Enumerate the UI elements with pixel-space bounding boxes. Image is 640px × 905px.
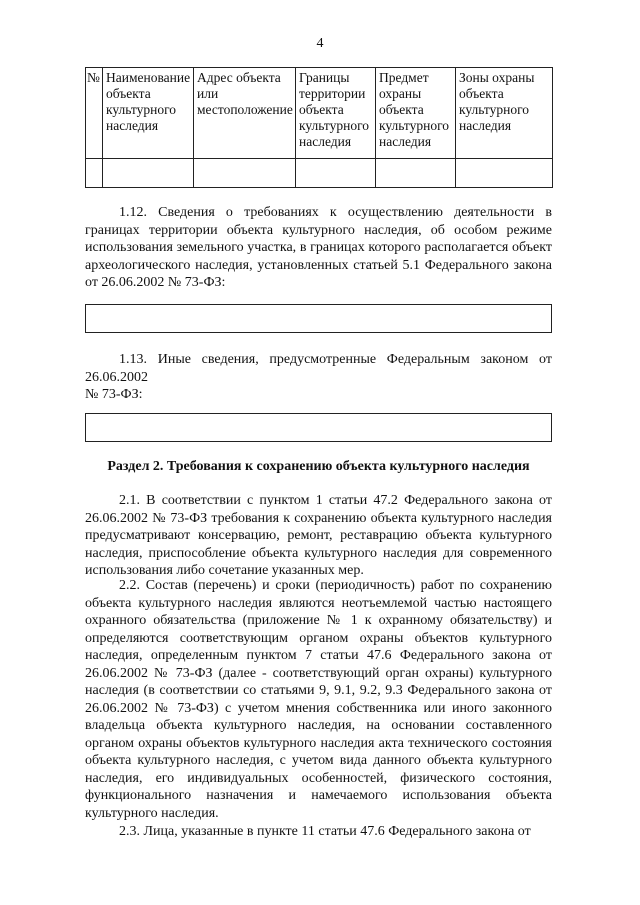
paragraph-2-3 (85, 823, 552, 841)
paragraph-2-1 (85, 492, 552, 580)
table-cell (376, 159, 456, 188)
col-name-header: Наименование объекта культурного наследия (103, 68, 194, 159)
paragraph-1-12-text: 1.12. Сведения о требованиях к осуществлению деятельности в границах территории объекта культурного наследия, об особом режиме использования земельного участка, в границах которого располагается объект археологического наследия, установленных статьей 5.1 Федерального закона от 26.06.2002 № 73-ФЗ: (85, 205, 552, 290)
table-cell (456, 159, 553, 188)
field-box-1-12[interactable] (85, 304, 552, 333)
paragraph-1-13 (85, 351, 552, 404)
table-cell (296, 159, 376, 188)
paragraph-2-3-text: 2.3. Лица, указанные в пункте 11 статьи 47.6 Федерального закона от (119, 824, 531, 839)
table-cell (194, 159, 296, 188)
field-box-1-13[interactable] (85, 413, 552, 442)
paragraph-2-2-text: 2.2. Состав (перечень) и сроки (периодичность) работ по сохранению объекта культурного наследия являются неотъемлемой частью настоящего охранного обязательства (приложение № 1 к охранному обязательству) и определяются соответствующим органом охраны объектов культурного наследия, определенным пунктом 7 статьи 47.6 Федерального закона от 26.06.2002 № 73-ФЗ (далее - соответствующий орган охраны) культурного наследия (в соответствии со статьями 9, 9.1, 9.2, 9.3 Федерального закона от 26.06.2002 № 73-ФЗ) с учетом мнения собственника или иного законного владельца объекта культурного наследия, на основании составленного органом охраны объектов культурного наследия акта технического состояния объекта культурного наследия, с учетом вида данного объекта культурного наследия, его индивидуальных особенностей, физического состояния, функционального назначения и намечаемого использования объекта культурного наследия. (85, 578, 552, 821)
table-cell (103, 159, 194, 188)
col-zones-header: Зоны охраны объекта культурного наследия (456, 68, 553, 159)
col-subject-header: Предмет охраны объекта культурного наследия (376, 68, 456, 159)
section-2-title: Раздел 2. Требования к сохранению объекта культурного наследия (107, 459, 530, 474)
table-cell (86, 159, 103, 188)
col-address-header: Адрес объекта или местоположение (194, 68, 296, 159)
table-header-row (86, 68, 553, 159)
col-number-header: № (86, 68, 103, 159)
heritage-object-table (85, 67, 553, 188)
paragraph-1-13-line1: 1.13. Иные сведения, предусмотренные Федеральным законом от 26.06.2002 (85, 352, 552, 385)
paragraph-1-13-line2: № 73-ФЗ: (85, 387, 143, 402)
page-number: 4 (316, 36, 324, 51)
paragraph-1-12 (85, 204, 552, 292)
paragraph-2-1-text: 2.1. В соответствии с пунктом 1 статьи 47.2 Федерального закона от 26.06.2002 № 73-ФЗ требования к сохранению объекта культурного наследия предусматривают консервацию, ремонт, реставрацию объекта культурного наследия, приспособление объекта культурного наследия для современного использования либо сочетание указанных мер. (85, 493, 552, 578)
col-boundaries-header: Границы территории объекта культурного наследия (296, 68, 376, 159)
paragraph-2-2 (85, 577, 552, 822)
table-row (86, 159, 553, 188)
